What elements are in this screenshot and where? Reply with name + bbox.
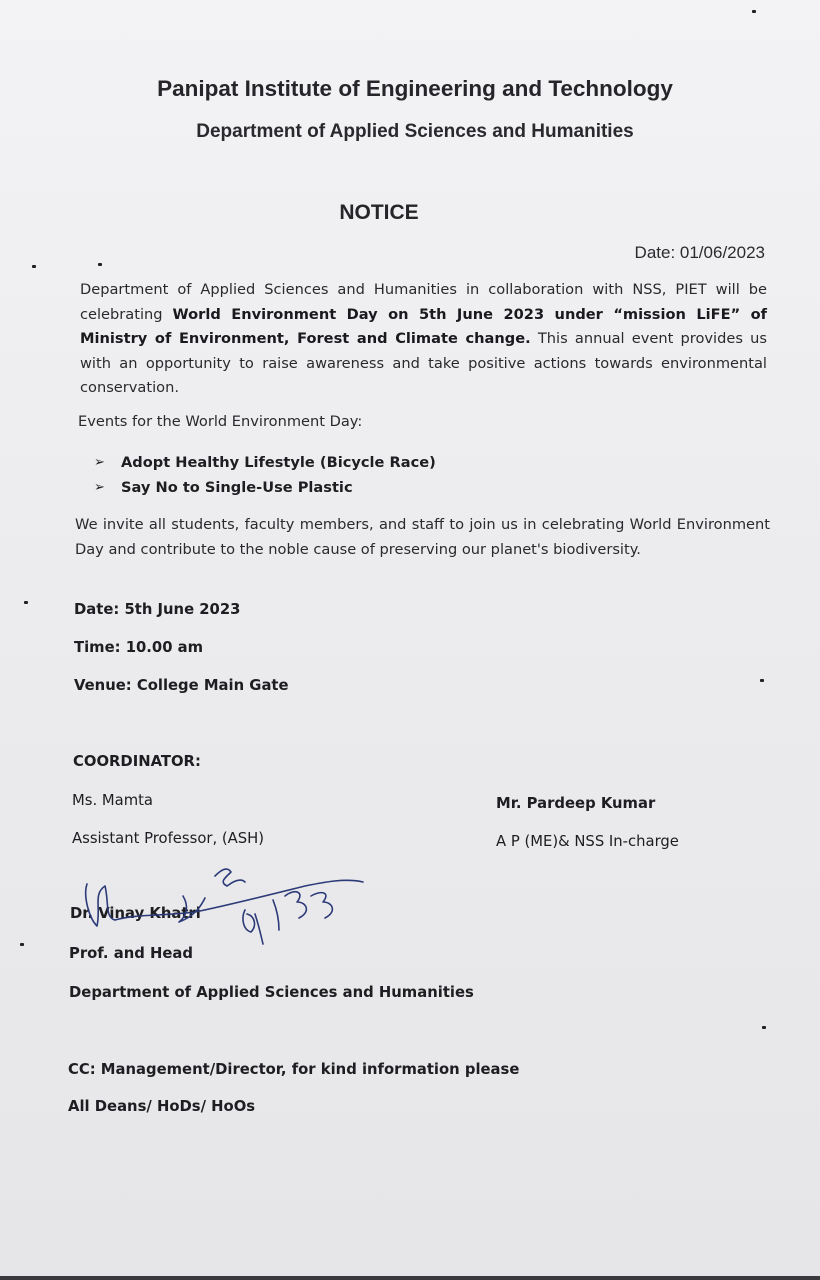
invite-paragraph: We invite all students, faculty members, and staff to join us in celebrating World Environment Day and contribute to the noble cause of preserving our planet's biodiversity. <box>75 516 770 558</box>
event-venue: Venue: College Main Gate <box>74 677 289 694</box>
intro-bold-text: World Environment Day on 5th June 2023 under “mission LiFE” of Ministry of Environment, Forest and Climate change. <box>80 305 767 347</box>
head-role: Prof. and Head <box>69 945 193 962</box>
events-heading: Events for the World Environment Day: <box>78 413 363 430</box>
coordinator-heading: COORDINATOR: <box>73 753 201 770</box>
list-item <box>94 475 436 500</box>
arrow-bullet-icon: ➢ <box>94 455 105 470</box>
intro-paragraph <box>80 278 767 401</box>
coordinator-2-name: Mr. Pardeep Kumar <box>496 795 656 812</box>
cc-line: CC: Management/Director, for kind information please <box>68 1061 520 1078</box>
department-name: Department of Applied Sciences and Humanities <box>196 121 634 142</box>
event-item-label: Say No to Single-Use Plastic <box>121 479 353 496</box>
arrow-bullet-icon: ➢ <box>94 480 105 495</box>
coordinator-1-role: Assistant Professor, (ASH) <box>72 830 265 847</box>
institute-name: Panipat Institute of Engineering and Technology <box>157 76 673 101</box>
list-item <box>94 450 436 475</box>
head-name: Dr. Vinay Khatri <box>70 905 201 922</box>
coordinator-1-name: Ms. Mamta <box>72 792 153 809</box>
intro-text-2: This annual event provides us with an opportunity to raise awareness and take positive actions towards environmental conservation. <box>80 330 768 396</box>
scan-speck <box>24 601 28 604</box>
handwritten-signature <box>75 856 375 946</box>
scan-speck <box>760 679 764 682</box>
notice-title: NOTICE <box>339 201 419 224</box>
notice-date: Date: 01/06/2023 <box>634 243 765 262</box>
scan-speck <box>762 1026 766 1029</box>
cc-recipients: All Deans/ HoDs/ HoOs <box>68 1098 256 1115</box>
scan-speck <box>752 10 756 13</box>
event-date: Date: 5th June 2023 <box>74 601 241 618</box>
event-time: Time: 10.00 am <box>74 639 204 656</box>
head-department: Department of Applied Sciences and Humanities <box>69 984 474 1001</box>
page-bottom-edge <box>0 1276 820 1280</box>
scan-speck <box>32 265 36 268</box>
scan-speck <box>20 943 24 946</box>
events-list <box>94 450 436 500</box>
scan-speck <box>98 263 102 266</box>
coordinator-2-role: A P (ME)& NSS In-charge <box>496 833 679 850</box>
intro-text-1: Department of Applied Sciences and Humanities in collaboration with NSS, PIET will be celebrating <box>80 281 767 323</box>
event-item-label: Adopt Healthy Lifestyle (Bicycle Race) <box>121 454 436 471</box>
